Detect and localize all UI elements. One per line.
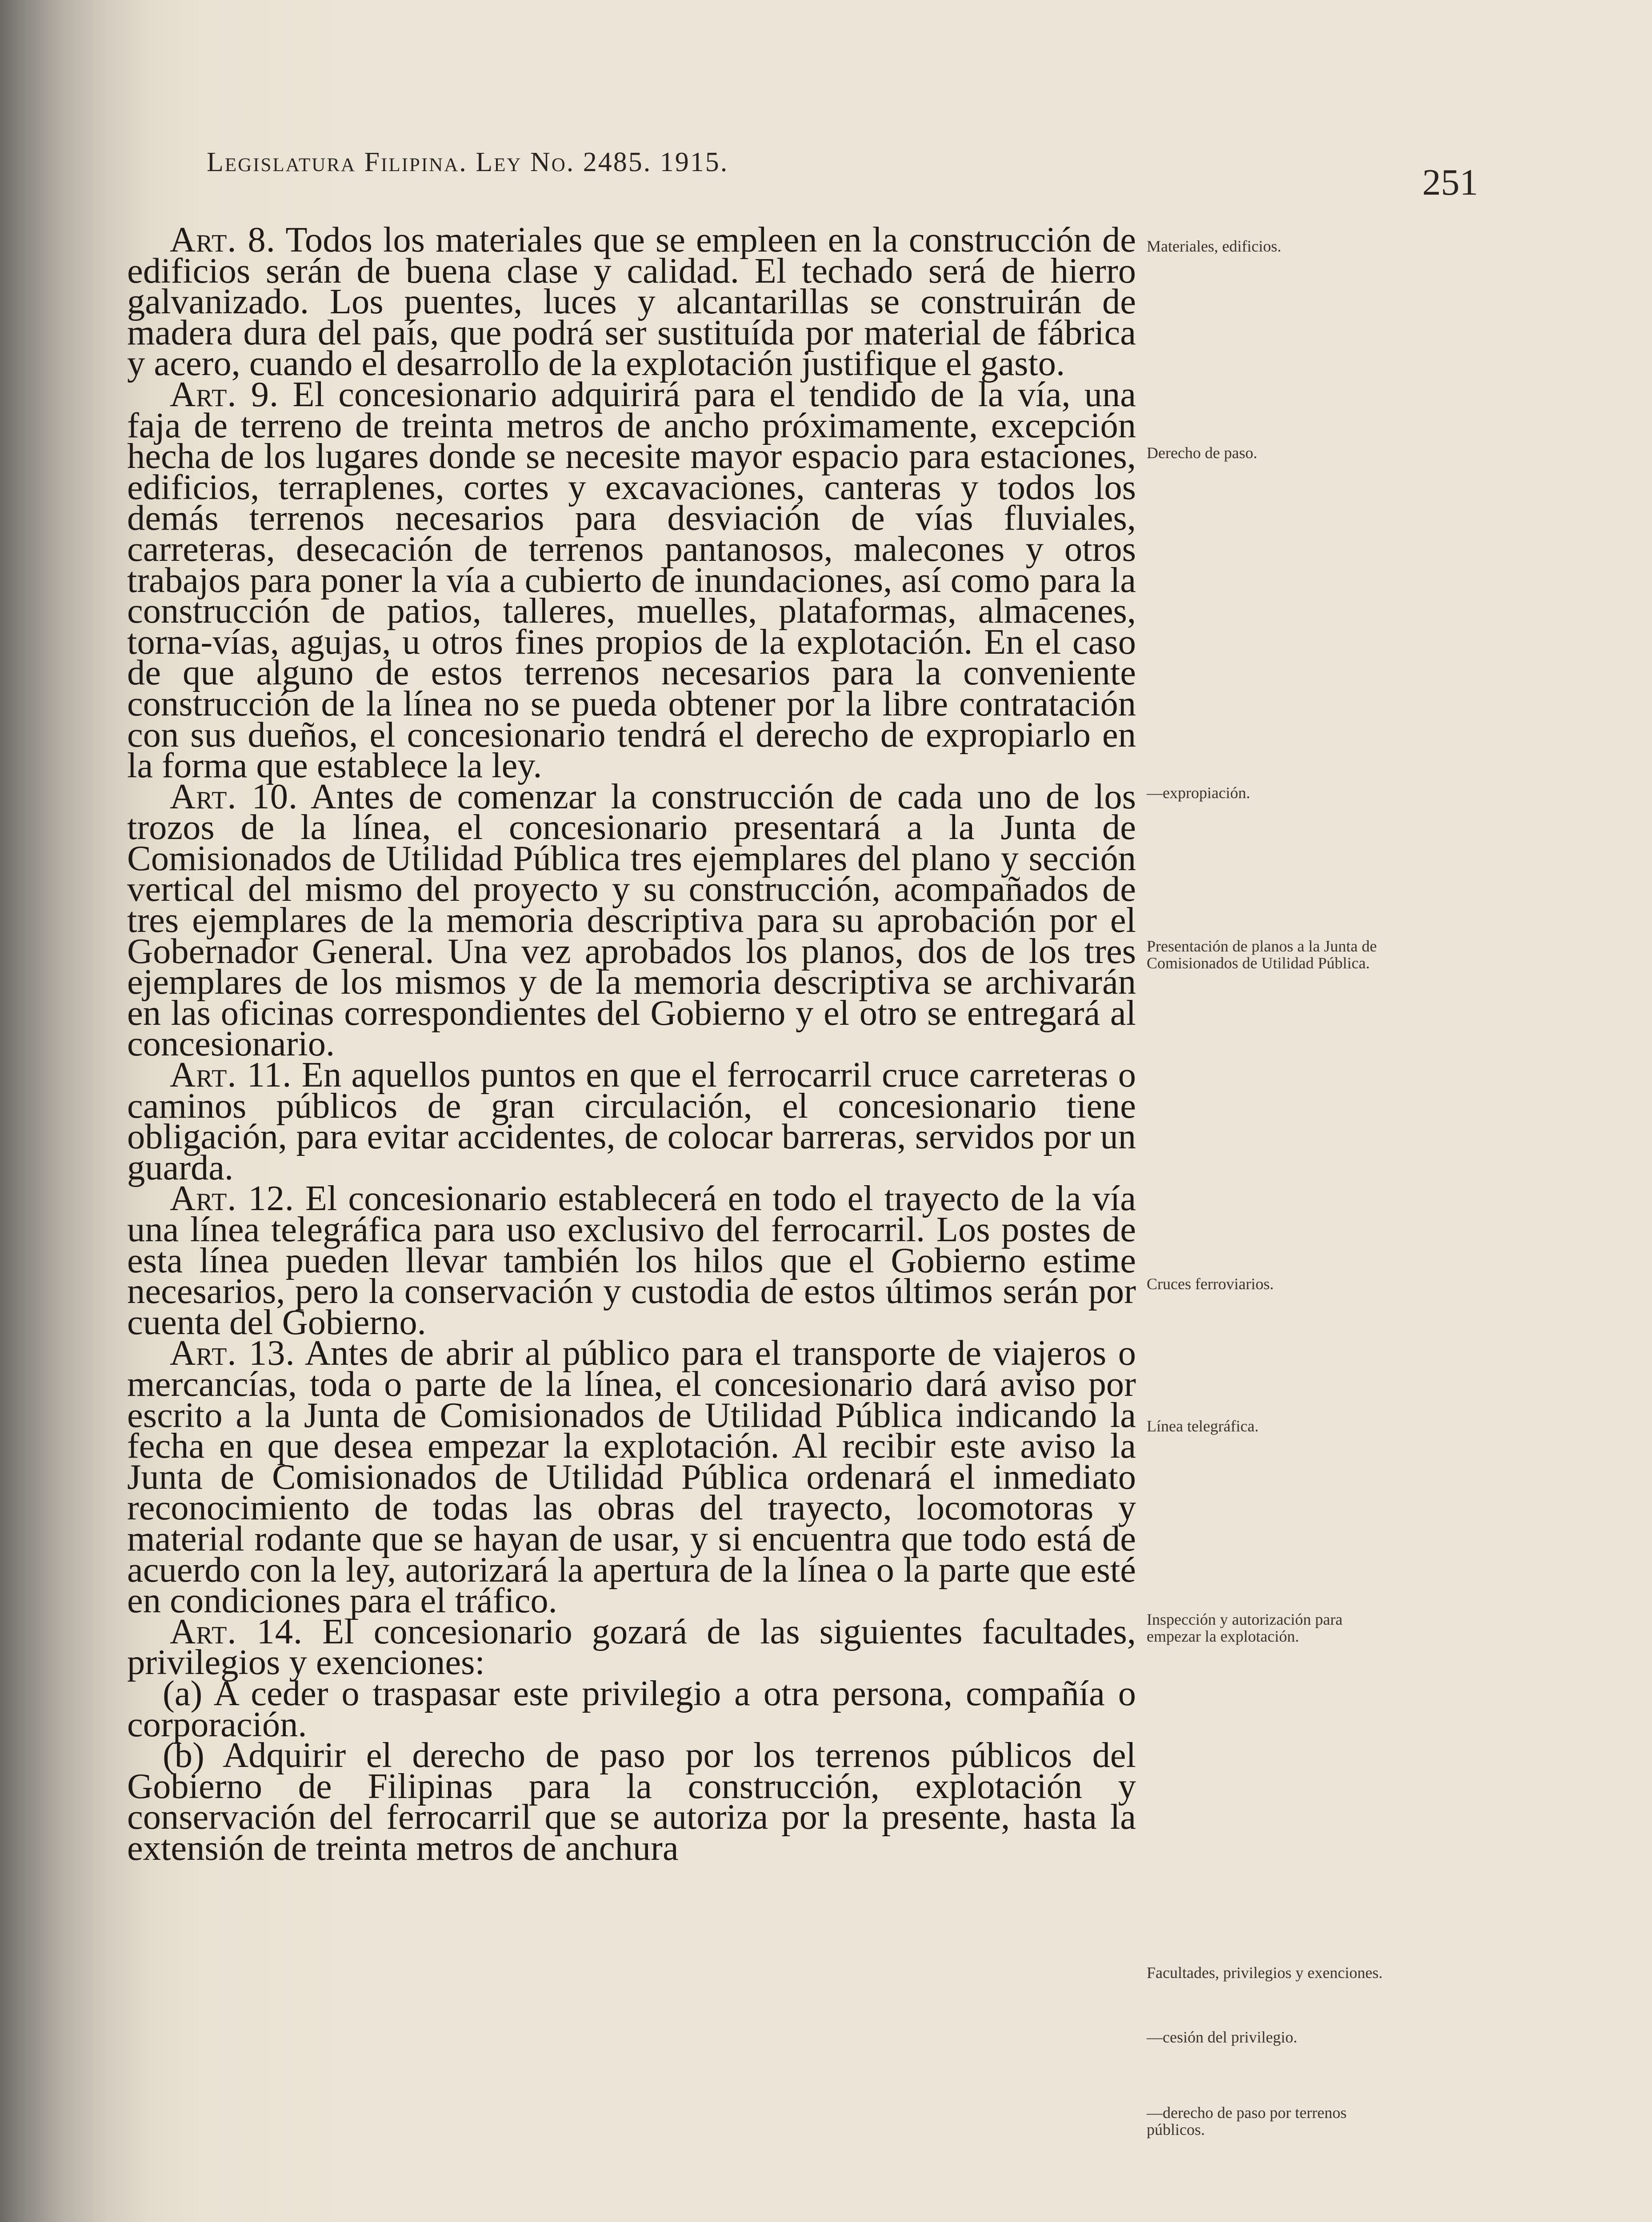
margin-note-cruces: Cruces ferroviarios.: [1147, 1275, 1274, 1293]
article-text: Todos los materiales que se empleen en la construcción de edificios serán de buena clase y calidad. El techado será de hierro galvanizado. Los puentes, luces y alcantarillas se construirán de madera dura del país, que podrá ser sustituída por material de fábrica y acero, cuando el desarrollo de la explotación justifique el gasto.: [127, 220, 1136, 384]
article-label: Art. 13.: [170, 1333, 295, 1373]
article-text: Antes de abrir al público para el transporte de viajeros o mercancías, toda o parte de la línea, el concesionario dará aviso por escrito a la Junta de Comisionados de Utilidad Pública indicando la fecha en que desea empezar la explotación. Al recibir este aviso la Junta de Comisionados de Utilidad Pública ordenará el inmediato reconocimiento de todas las obras del trayecto, locomotoras y material rodante que se hayan de usar, y si encuentra que todo está de acuerdo con la ley, autorizará la apertura de la línea o la parte que esté en condiciones para el tráfico.: [127, 1333, 1136, 1621]
margin-note-inspeccion: Inspección y autorización para empezar la explotación.: [1147, 1611, 1343, 1645]
article-label: Art. 12.: [170, 1179, 294, 1219]
article-text: Antes de comenzar la construcción de cada uno de los trozos de la línea, el concesionario presentará a la Junta de Comisionados de Utilidad Pública tres ejemplares del plano y sección vertical del mismo del proyecto y su construcción, acompañados de tres ejemplares de la memoria descriptiva para su aprobación por el Gobernador General. Una vez aprobados los planos, dos de los tres ejemplares de los mismos y de la memoria descriptiva se archivarán en las oficinas correspondientes del Gobierno y el otro se entregará al concesionario.: [127, 776, 1136, 1064]
article-text: En aquellos puntos en que el ferrocarril cruce carreteras o caminos públicos de gran circulación, el concesionario tiene obligación, para evitar accidentes, de colocar barreras, servidos por un guarda.: [127, 1055, 1136, 1187]
margin-note-derecho-paso-terrenos: —derecho de paso por terrenos públicos.: [1147, 2104, 1347, 2138]
article-label: Art. 14.: [170, 1611, 303, 1651]
page-number: 251: [1422, 162, 1478, 203]
margin-note-presentacion-planos: Presentación de planos a la Junta de Comisionados de Utilidad Pública.: [1147, 937, 1377, 972]
article-14: [127, 1611, 1136, 1682]
clause-a: [127, 1673, 1136, 1744]
running-header: Legislatura Filipina. Ley No. 2485. 1915.: [207, 147, 729, 177]
article-10: [127, 776, 1136, 1064]
article-text: El concesionario gozará de las siguientes facultades, privilegios y exenciones:: [127, 1611, 1136, 1682]
article-9: [127, 374, 1136, 786]
article-text: El concesionario adquirirá para el tendido de la vía, una faja de terreno de treinta metros de ancho próximamente, excepción hecha de los lugares donde se necesite mayor espacio para estaciones, edificios, terraplenes, cortes y excavaciones, canteras y todos los demás terrenos necesarios para desviación de vías fluviales, carreteras, desecación de terrenos pantanosos, malecones y otros trabajos para poner la vía a cubierto de inundaciones, así como para la construcción de patios, talleres, muelles, plataformas, almacenes, torna-vías, agujas, u otros fines propios de la explotación. En el caso de que alguno de estos terrenos necesarios para la conveniente construcción de la línea no se pueda obtener por la libre contratación con sus dueños, el concesionario tendrá el derecho de expropiarlo en la forma que establece la ley.: [127, 374, 1136, 786]
clause-b: [127, 1735, 1136, 1868]
article-label: Art. 11.: [170, 1055, 292, 1095]
article-label: Art. 10.: [170, 776, 298, 816]
margin-note-derecho-de-paso: Derecho de paso.: [1147, 444, 1257, 462]
article-8: [127, 220, 1136, 384]
clause-label: (b): [163, 1735, 204, 1775]
clause-label: (a): [163, 1673, 203, 1713]
article-12: [127, 1179, 1136, 1342]
article-13: [127, 1333, 1136, 1621]
article-label: Art. 8.: [170, 220, 276, 260]
article-label: Art. 9.: [170, 374, 279, 414]
article-11: [127, 1055, 1136, 1187]
margin-note-facultades: Facultades, privilegios y exenciones.: [1147, 1964, 1383, 1982]
article-text: El concesionario establecerá en todo el trayecto de la vía una línea telegráfica para uso exclusivo del ferrocarril. Los postes de esta línea pueden llevar también los hilos que el Gobierno estime necesarios, pero la conservación y custodia de estos últimos serán por cuenta del Gobierno.: [127, 1179, 1136, 1342]
clause-text: A ceder o traspasar este privilegio a otra persona, compañía o corporación.: [127, 1673, 1136, 1744]
body-text: [127, 220, 1136, 1868]
margin-note-cesion: —cesión del privilegio.: [1147, 2028, 1297, 2046]
clause-text: Adquirir el derecho de paso por los terrenos públicos del Gobierno de Filipinas para la construcción, explotación y conservación del ferrocarril que se autoriza por la presente, hasta la extensión de treinta metros de anchura: [127, 1735, 1136, 1868]
margin-note-expropiacion: —expropiación.: [1147, 784, 1250, 802]
margin-note-materiales: Materiales, edificios.: [1147, 237, 1281, 255]
margin-note-linea-telegrafica: Línea telegráfica.: [1147, 1417, 1259, 1435]
